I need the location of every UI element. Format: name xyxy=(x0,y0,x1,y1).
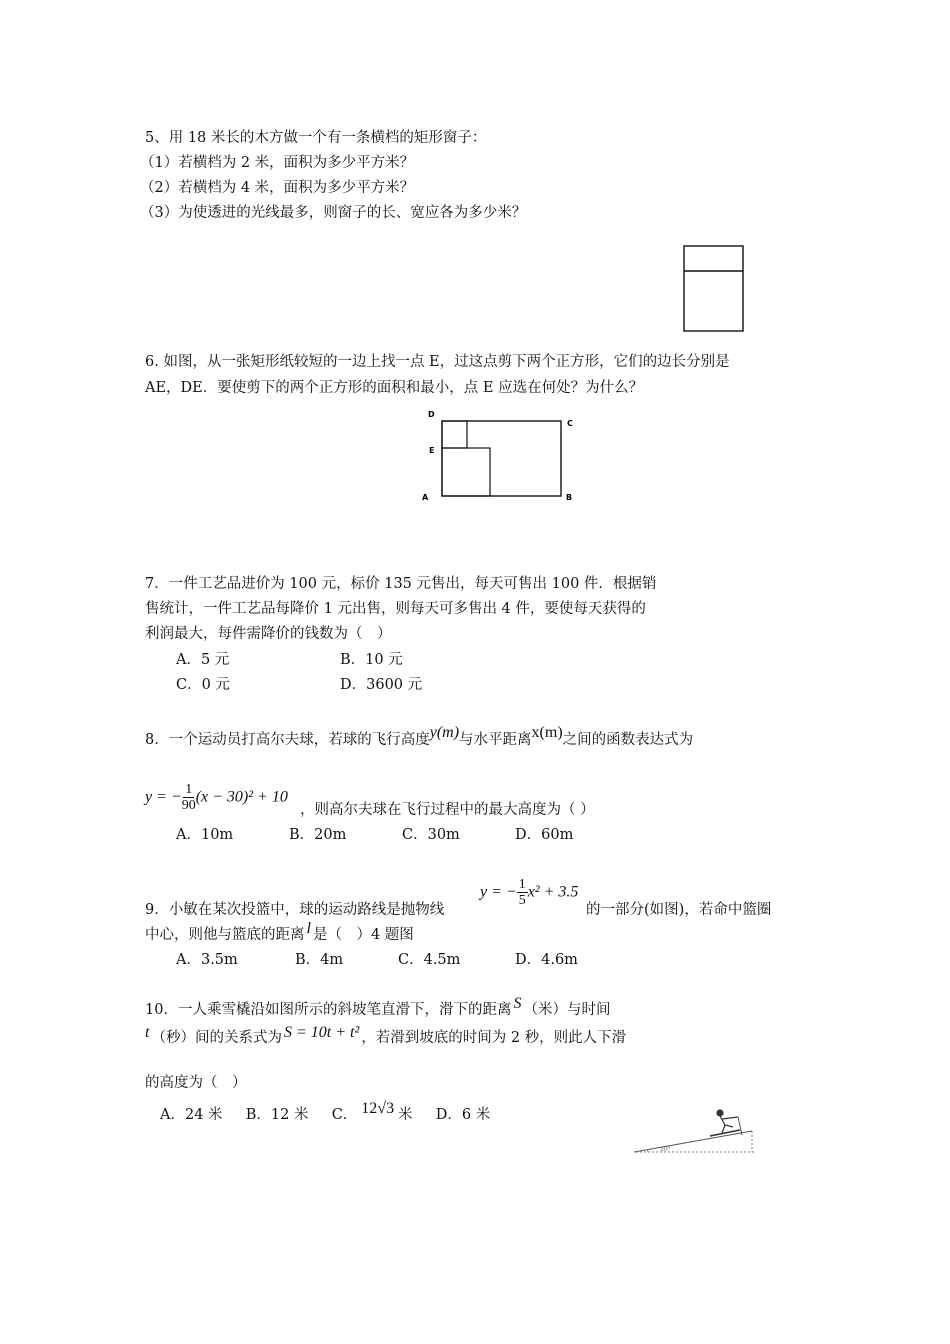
q8-var-x: x(m) xyxy=(531,724,563,741)
q8-option-b: B．20m xyxy=(289,827,347,843)
q9-option-b: B．4m xyxy=(295,952,344,968)
q10-formula: S = 10t + t² xyxy=(283,1024,360,1041)
q9-line-1-post: 的一部分(如图)，若命中篮圈 xyxy=(586,902,772,918)
q9-option-d: D．4.6m xyxy=(515,952,578,968)
q9-formula-rhs: x² + 3.5 xyxy=(527,883,579,901)
q9-line-2-pre: 中心，则他与篮底的距离 xyxy=(145,927,305,943)
q10-var-t: t xyxy=(145,1024,150,1041)
window-figure xyxy=(683,245,745,333)
q10-line-2-mid: （秒）间的关系式为 xyxy=(151,1030,282,1046)
q8-stem-mid: 与水平距离 xyxy=(459,732,532,748)
q9-frac-num: 1 xyxy=(518,877,526,892)
q7-option-c: C．0 元 xyxy=(176,677,230,693)
q8-var-y: y(m) xyxy=(429,724,460,741)
label-d: D xyxy=(428,410,435,419)
q10-line-1 xyxy=(145,995,611,1020)
q9-line-2-post: 是（ ）4 题图 xyxy=(312,927,414,943)
q9-formula xyxy=(480,877,578,908)
skier-icon xyxy=(710,1110,742,1136)
q10-option-d: D．6 米 xyxy=(435,1107,491,1123)
label-b: B xyxy=(566,493,573,502)
label-c: C xyxy=(567,419,573,428)
q9-frac-den: 5 xyxy=(518,893,526,908)
q8-frac-num: 1 xyxy=(185,782,193,797)
q8-fraction xyxy=(182,782,196,813)
q10-option-c-unit: 米 xyxy=(398,1107,413,1123)
q9-fraction xyxy=(517,877,528,908)
q8-formula-rhs: (x − 30)² + 10 xyxy=(195,788,288,806)
q10-line-2-post: ，若滑到坡底的时间为 2 秒，则此人下滑 xyxy=(361,1030,627,1046)
q10-option-c-math: 12√3 xyxy=(361,1100,395,1117)
q10-line-1-pre: 10．一人乘雪橇沿如图所示的斜坡笔直滑下，滑下的距离 xyxy=(145,1002,512,1018)
q8-stem-pre: 8．一个运动员打高尔夫球，若球的飞行高度 xyxy=(145,732,430,748)
q5-part-2: （2）若横档为 4 米，面积为多少平方米？ xyxy=(140,180,415,196)
label-a: A xyxy=(422,493,429,502)
rectangle-squares-figure xyxy=(420,405,580,505)
q7-line-3: 利润最大，每件需降价的钱数为（ ） xyxy=(145,626,392,642)
q8-question: ，则高尔夫球在飞行过程中的最大高度为（ ） xyxy=(300,802,595,818)
q5-part-3: （3）为使透进的光线最多，则窗子的长、宽应各为多少米？ xyxy=(140,205,527,221)
q7-line-2: 售统计，一件工艺品每降价 1 元出售，则每天可多售出 4 件，要使每天获得的 xyxy=(145,601,646,617)
q9-var-l: l xyxy=(306,920,311,937)
q8-frac-den: 90 xyxy=(181,798,196,813)
q10-var-s: S xyxy=(513,995,522,1012)
q8-formula-lhs: y = − xyxy=(145,788,182,806)
label-e: E xyxy=(429,446,435,455)
q10-line-1-post: （米）与时间 xyxy=(523,1002,611,1018)
q6-line-2: AE，DE．要使剪下的两个正方形的面积和最小，点 E 应选在何处？为什么？ xyxy=(145,380,644,396)
q9-formula-lhs: y = − xyxy=(480,883,517,901)
q9-line-2 xyxy=(145,920,414,945)
angle-label: 30° xyxy=(660,1146,671,1153)
q10-option-b: B．12 米 xyxy=(245,1107,309,1123)
q10-line-3: 的高度为（ ） xyxy=(145,1075,247,1091)
q9-option-c: C．4.5m xyxy=(398,952,461,968)
q10-option-c-label: C． xyxy=(331,1107,358,1123)
q10-option-a: A．24 米 xyxy=(160,1107,223,1123)
q10-line-2 xyxy=(145,1024,627,1048)
q8-option-d: D．60m xyxy=(515,827,574,843)
q7-line-1: 7．一件工艺品进价为 100 元，标价 135 元售出，每天可售出 100 件．根据销 xyxy=(145,576,657,592)
q10-options xyxy=(160,1100,491,1125)
q8-stem xyxy=(145,724,694,750)
q8-option-c: C．30m xyxy=(402,827,460,843)
q8-stem-post: 之间的函数表达式为 xyxy=(562,732,694,748)
q7-option-b: B．10 元 xyxy=(340,652,403,668)
q9-line-1-pre: 9．小敏在某次投篮中，球的运动路线是抛物线 xyxy=(145,902,445,918)
q8-option-a: A．10m xyxy=(176,827,234,843)
q7-option-d: D．3600 元 xyxy=(340,677,423,693)
slope-skier-figure xyxy=(630,1105,760,1155)
q8-formula xyxy=(145,782,288,813)
q7-option-a: A．5 元 xyxy=(176,652,230,668)
q9-option-a: A．3.5m xyxy=(176,952,238,968)
q5-title: 5、用 18 米长的木方做一个有一条横档的矩形窗子： xyxy=(145,130,487,146)
q6-line-1: 6. 如图，从一张矩形纸较短的一边上找一点 E，过这点剪下两个正方形，它们的边长分别是 xyxy=(145,354,730,370)
q5-part-1: （1）若横档为 2 米，面积为多少平方米？ xyxy=(140,155,415,171)
